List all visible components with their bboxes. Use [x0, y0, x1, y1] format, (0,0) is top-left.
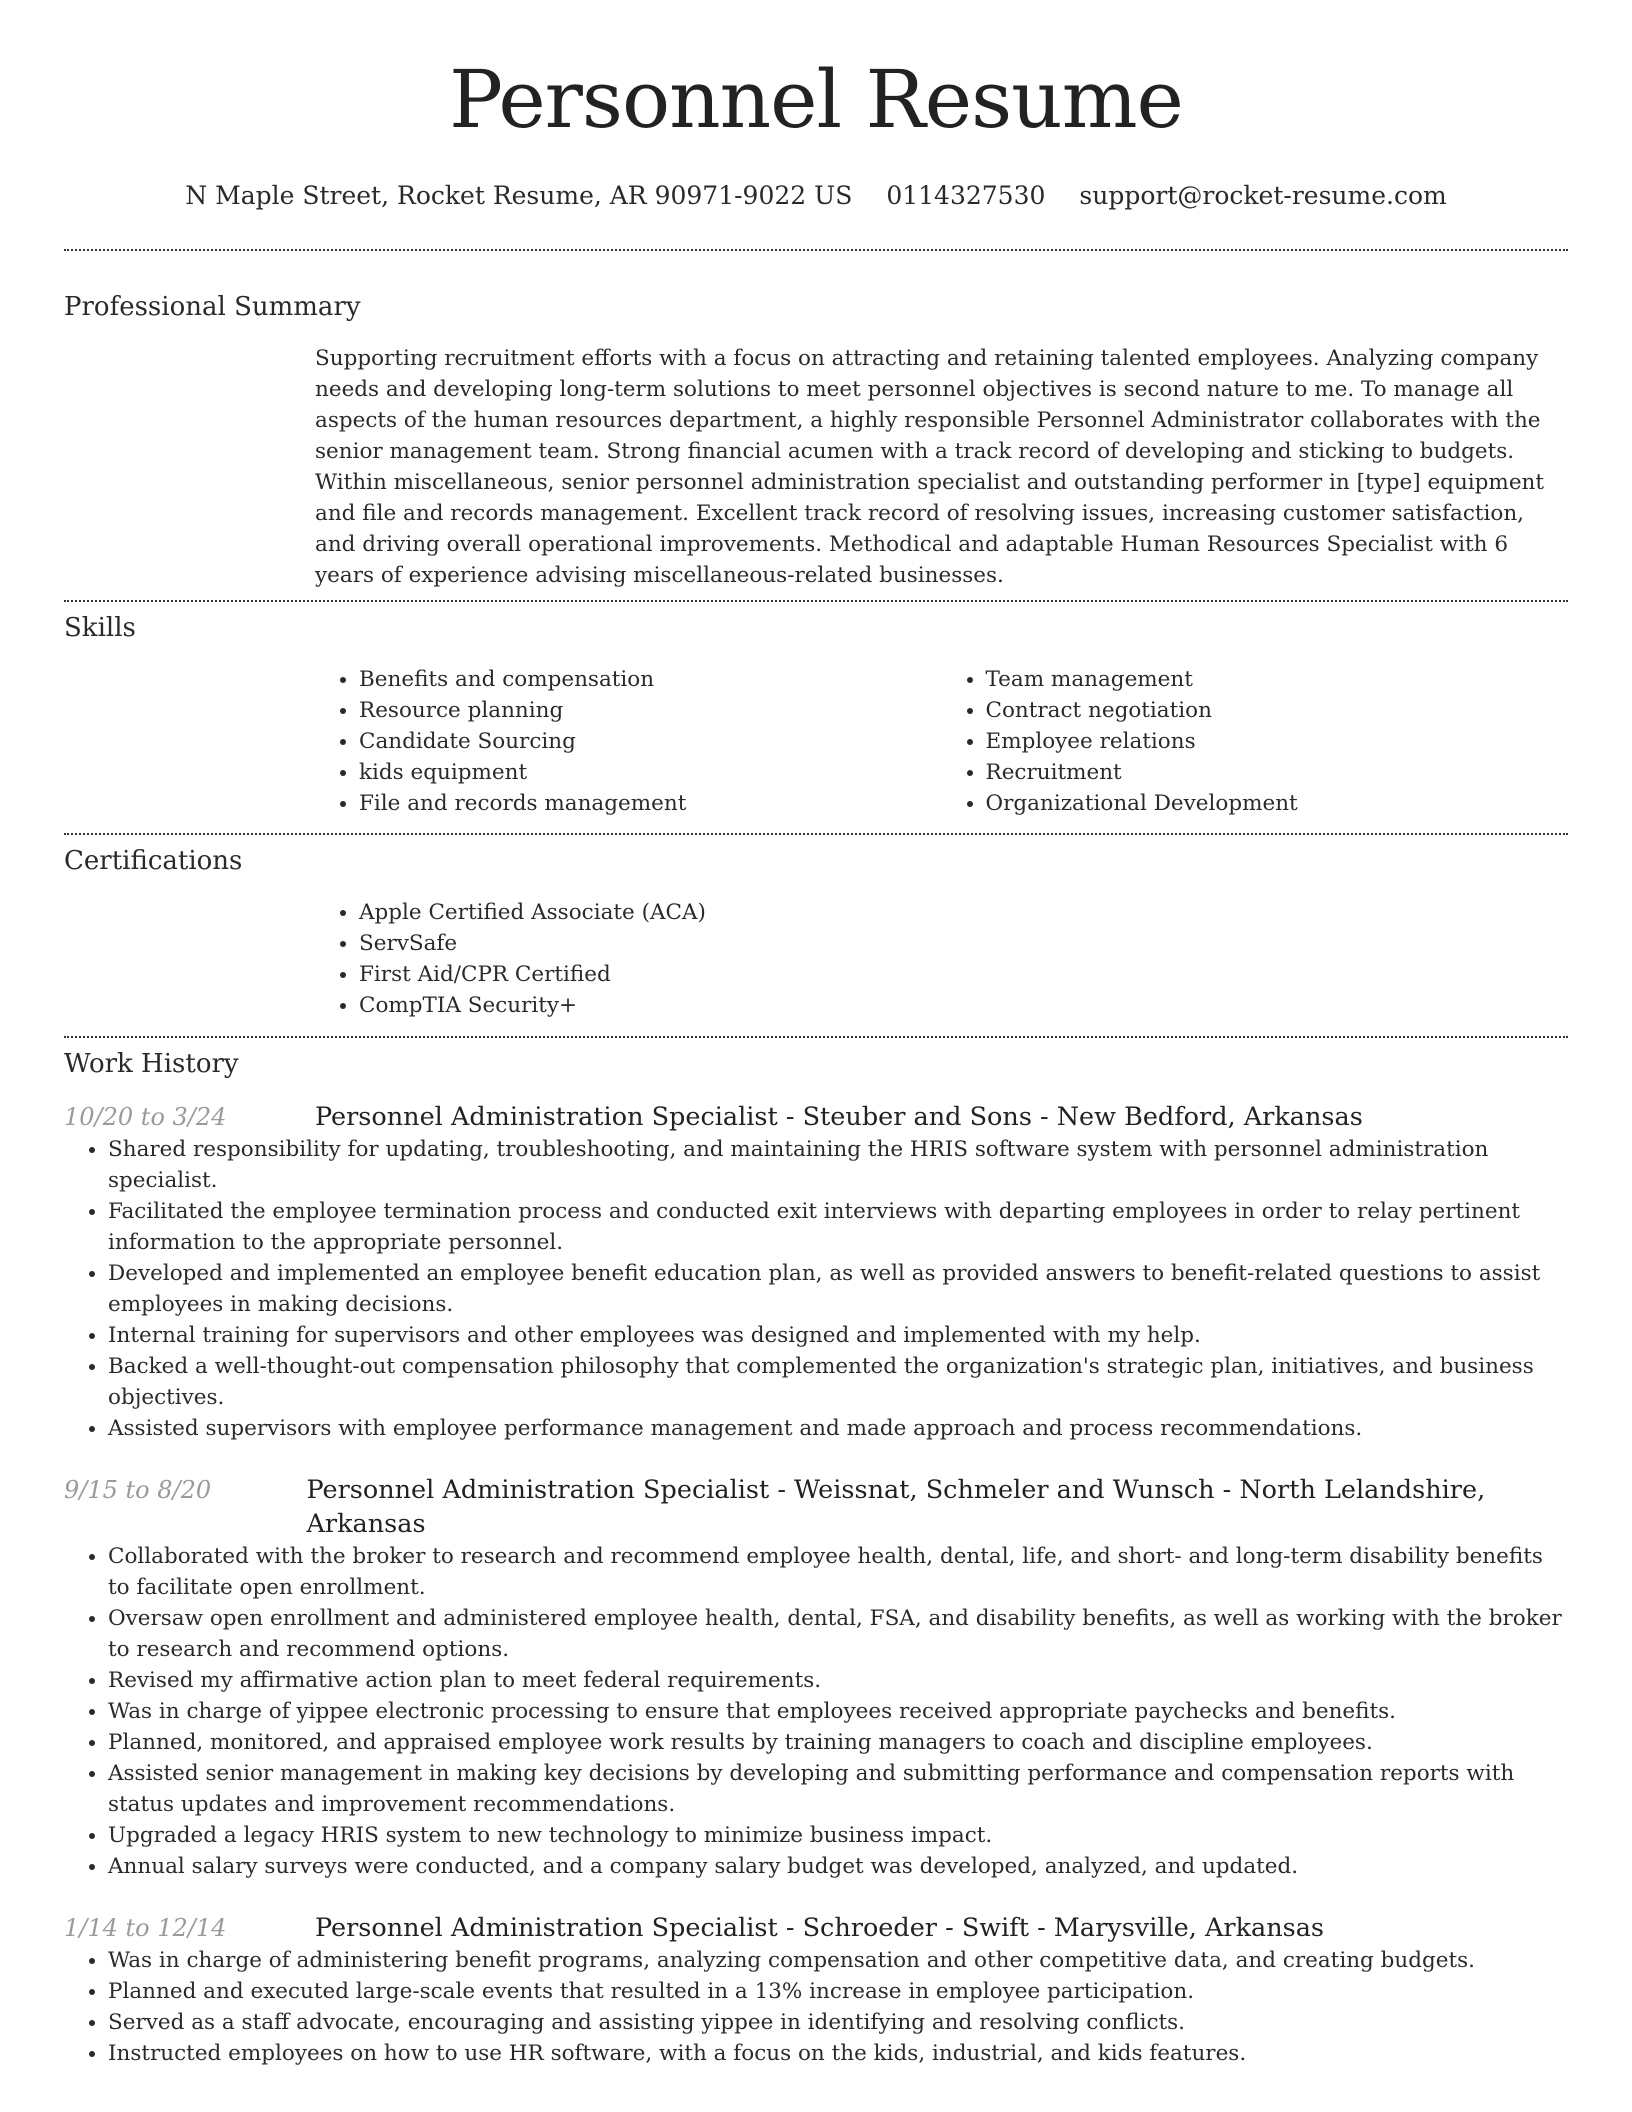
skill-item: • Candidate Sourcing — [359, 726, 942, 757]
job-bullet: • Developed and implemented an employee benefit education plan, as well as provided answers to benefit-related questions to assist employees in making decisions. — [108, 1258, 1568, 1320]
skill-item: • kids equipment — [359, 757, 942, 788]
certifications-list — [315, 897, 1568, 1021]
job-bullet: • Planned and executed large-scale events that resulted in a 13% increase in employee participation. — [108, 1976, 1568, 2007]
job-title: Personnel Administration Specialist - Steuber and Sons - New Bedford, Arkansas — [315, 1102, 1363, 1132]
job-entry — [64, 1473, 1568, 1882]
job-entry — [64, 1911, 1568, 2069]
summary-title: Professional Summary — [64, 292, 361, 322]
job-bullet: • Assisted supervisors with employee performance management and made approach and process recommendations. — [108, 1413, 1568, 1444]
skill-item: • Benefits and compensation — [359, 664, 942, 695]
job-title: Personnel Administration Specialist - Weissnat, Schmeler and Wunsch - North Lelandshire, Arkansas — [306, 1475, 1486, 1539]
job-bullet: • Shared responsibility for updating, troubleshooting, and maintaining the HRIS software system with personnel administration specialist. — [108, 1134, 1568, 1196]
job-bullet: • Facilitated the employee termination process and conducted exit interviews with departing employees in order to relay pertinent information to the appropriate personnel. — [108, 1196, 1568, 1258]
skill-item: • Resource planning — [359, 695, 942, 726]
contact-line — [64, 178, 1568, 214]
job-bullet: • Upgraded a legacy HRIS system to new technology to minimize business impact. — [108, 1820, 1568, 1851]
job-bullet: • Served as a staff advocate, encouraging and assisting yippee in identifying and resolving conflicts. — [108, 2007, 1568, 2038]
certifications-body — [315, 897, 1568, 1021]
contact-address: N Maple Street, Rocket Resume, AR 90971-9022 US — [185, 181, 853, 210]
skills-section — [64, 602, 1568, 819]
job-header — [64, 1911, 1568, 1945]
certifications-title: Certifications — [64, 846, 243, 876]
skill-item: • Employee relations — [986, 726, 1569, 757]
job-bullet: • Assisted senior management in making key decisions by developing and submitting performance and compensation reports with status updates and improvement recommendations. — [108, 1758, 1568, 1820]
resume-page — [64, 0, 1568, 2069]
summary-text: Supporting recruitment efforts with a focus on attracting and retaining talented employees. Analyzing company needs and developing long-term solutions to meet personnel objectives is second nature to me. To manage all aspects of the human resources department, a highly responsible Personnel Administrator collaborates with the senior management team. Strong financial acumen with a track record of developing and sticking to budgets. Within miscellaneous, senior personnel administration specialist and outstanding performer in [type] equipment and file and records management. Excellent track record of resolving issues, increasing customer satisfaction, and driving overall operational improvements. Methodical and adaptable Human Resources Specialist with 6 years of experience advising miscellaneous-related businesses. — [315, 346, 1545, 588]
work-section — [64, 1038, 1568, 2069]
contact-email: support@rocket-resume.com — [1079, 181, 1447, 210]
certification-item: • First Aid/CPR Certified — [359, 959, 1568, 990]
skill-item: • File and records management — [359, 788, 942, 819]
job-bullet: • Annual salary surveys were conducted, and a company salary budget was developed, analyzed, and updated. — [108, 1851, 1568, 1882]
job-header — [64, 1100, 1568, 1134]
skill-item: • Team management — [986, 664, 1569, 695]
job-bullet: • Instructed employees on how to use HR software, with a focus on the kids, industrial, and kids features. — [108, 2038, 1568, 2069]
skill-item: • Organizational Development — [986, 788, 1569, 819]
certification-item: • ServSafe — [359, 928, 1568, 959]
contact-phone: 0114327530 — [886, 181, 1046, 210]
skills-columns — [315, 664, 1568, 819]
job-bullet: • Was in charge of yippee electronic processing to ensure that employees received appropriate paychecks and benefits. — [108, 1696, 1568, 1727]
job-bullet: • Planned, monitored, and appraised employee work results by training managers to coach and discipline employees. — [108, 1727, 1568, 1758]
job-bullet: • Backed a well-thought-out compensation philosophy that complemented the organization's strategic plan, initiatives, and business objectives. — [108, 1351, 1568, 1413]
job-bullet: • Oversaw open enrollment and administered employee health, dental, FSA, and disability benefits, as well as working with the broker to research and recommend options. — [108, 1603, 1568, 1665]
job-bullets — [64, 1945, 1568, 2069]
job-bullets — [64, 1541, 1568, 1882]
certification-item: • Apple Certified Associate (ACA) — [359, 897, 1568, 928]
certification-item: • CompTIA Security+ — [359, 990, 1568, 1021]
certifications-section — [64, 835, 1568, 1021]
skill-item: • Contract negotiation — [986, 695, 1569, 726]
job-bullet: • Was in charge of administering benefit programs, analyzing compensation and other competitive data, and creating budgets. — [108, 1945, 1568, 1976]
job-dates: 1/14 to 12/14 — [64, 1914, 227, 1942]
job-header — [64, 1473, 1568, 1541]
job-dates: 9/15 to 8/20 — [64, 1476, 212, 1504]
resume-name: Personnel Resume — [449, 53, 1183, 146]
skill-item: • Recruitment — [986, 757, 1569, 788]
skills-list-left — [315, 664, 942, 819]
job-title: Personnel Administration Specialist - Schroeder - Swift - Marysville, Arkansas — [315, 1913, 1325, 1943]
job-entry — [64, 1100, 1568, 1444]
job-bullet: • Collaborated with the broker to research and recommend employee health, dental, life, and short- and long-term disability benefits to facilitate open enrollment. — [108, 1541, 1568, 1603]
work-title: Work History — [64, 1049, 239, 1079]
job-bullets — [64, 1134, 1568, 1444]
resume-header — [64, 0, 1568, 214]
skills-list-right — [942, 664, 1569, 819]
job-bullet: • Revised my affirmative action plan to meet federal requirements. — [108, 1665, 1568, 1696]
job-bullet: • Internal training for supervisors and other employees was designed and implemented with my help. — [108, 1320, 1568, 1351]
job-dates: 10/20 to 3/24 — [64, 1103, 227, 1131]
summary-body — [315, 343, 1568, 591]
summary-section — [64, 251, 1568, 591]
skills-title: Skills — [64, 613, 136, 643]
